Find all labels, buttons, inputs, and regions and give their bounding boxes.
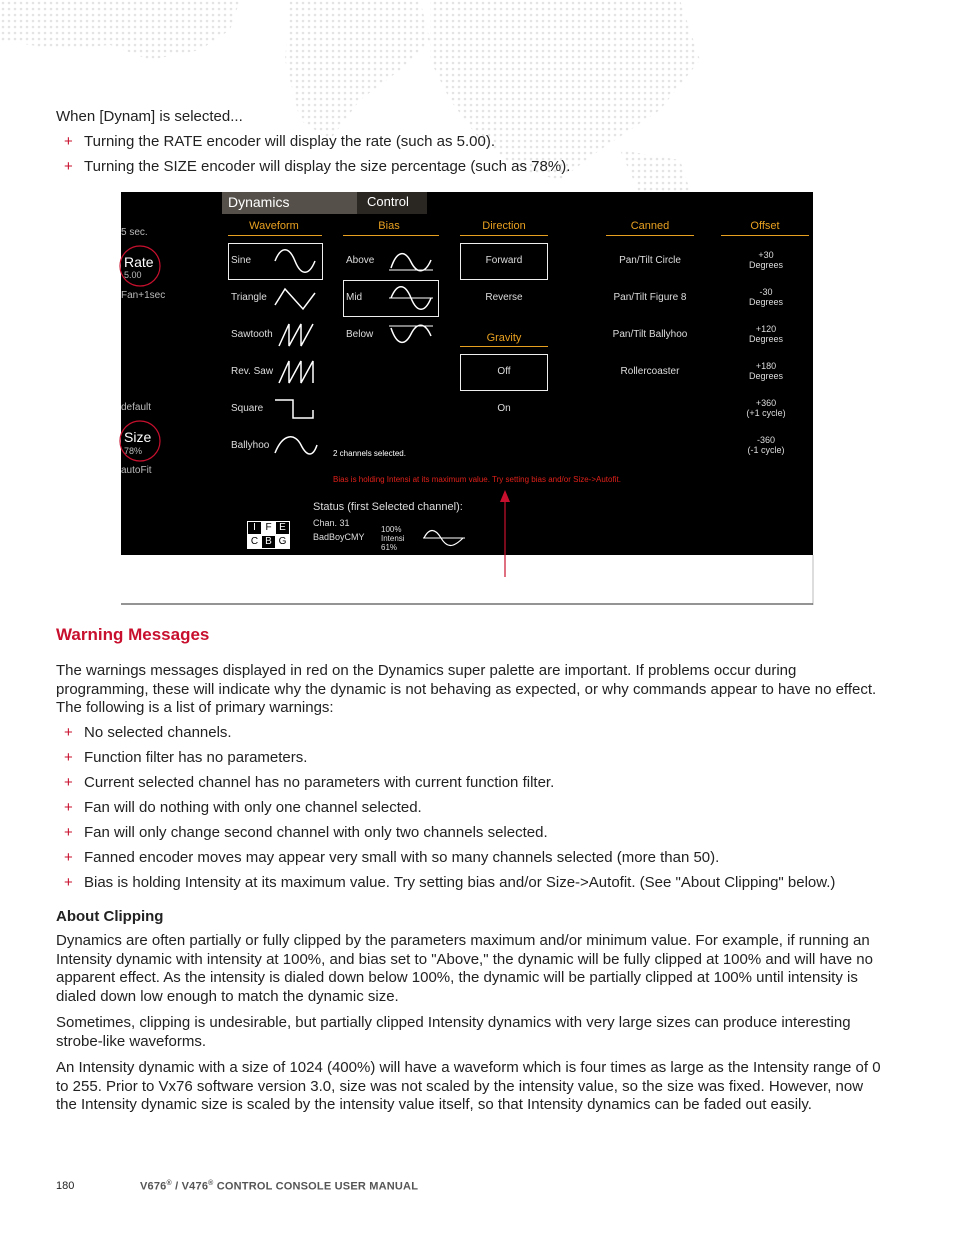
fan-label: Fan+1sec: [121, 290, 166, 301]
canned-pan-tilt-circle[interactable]: Pan/Tilt Circle: [619, 255, 681, 266]
warning-intro: The warnings messages displayed in red on the Dynamics super palette are important. If problems occur during programming, these will indicate why the dynamic is not behaving as expected, or why commands appear to have no effect. The following is a list of primary warnings:: [56, 662, 877, 716]
offset-header: Offset: [750, 220, 780, 232]
waveform-sine[interactable]: Sine: [231, 255, 252, 266]
cbg-g: G: [275, 535, 290, 549]
canned-pan-tilt-figure-8[interactable]: Pan/Tilt Figure 8: [613, 292, 687, 303]
bias-mid[interactable]: Mid: [346, 292, 363, 303]
offset-value: +360: [755, 398, 777, 408]
bullet-plus-icon: +: [64, 824, 73, 841]
offset-unit: (+1 cycle): [746, 408, 786, 418]
model-b: V476: [181, 1180, 209, 1193]
waveform-header: Waveform: [249, 220, 299, 232]
bullet-plus-icon: +: [64, 774, 73, 791]
warning-item: No selected channels.: [84, 724, 232, 741]
page-number: 180: [56, 1180, 75, 1192]
offset-value: +180: [755, 361, 777, 371]
tab-dynamics-label: Dynamics: [228, 194, 290, 210]
channels-selected-text: 2 channels selected.: [333, 449, 406, 458]
status-level: 100%: [381, 525, 402, 534]
offset-unit: Degrees: [748, 297, 784, 307]
waveform-ballyhoo[interactable]: Ballyhoo: [231, 440, 270, 451]
warning-item: Function filter has no parameters.: [84, 749, 308, 766]
model-a: V676: [140, 1180, 167, 1193]
cbg-c: C: [247, 535, 262, 549]
status-channel: Chan. 31: [313, 518, 350, 528]
direction-header: Direction: [482, 220, 526, 232]
bullet-plus-icon: +: [64, 799, 73, 816]
rate-top-label: 5 sec.: [121, 227, 148, 238]
warning-item: Fanned encoder moves may appear very small with so many channels selected (more than 50).: [84, 849, 720, 866]
size-encoder-label[interactable]: Size: [124, 429, 152, 445]
offset-value: -360: [756, 435, 775, 445]
default-label: default: [121, 402, 152, 413]
bullet-plus-icon: +: [64, 158, 73, 175]
ife-f: F: [261, 521, 276, 535]
bias-below[interactable]: Below: [346, 329, 374, 340]
intro-lead: When [Dynam] is selected...: [56, 108, 243, 125]
warning-item: Current selected channel has no parameters with current function filter.: [84, 774, 555, 791]
offset-unit: Degrees: [748, 371, 784, 381]
offset-value: +30: [758, 250, 774, 260]
offset-unit: Degrees: [748, 334, 784, 344]
status-param: Intensi: [381, 534, 405, 543]
model-separator: /: [171, 1180, 182, 1193]
canned-pan-tilt-ballyhoo[interactable]: Pan/Tilt Ballyhoo: [612, 329, 688, 340]
ife-i: I: [247, 521, 262, 535]
warning-item: Bias is holding Intensity at its maximum value. Try setting bias and/or Size->Autofit. (See "About Clipping" below.): [84, 874, 836, 891]
offset-value: -30: [759, 287, 773, 297]
bullet-plus-icon: +: [64, 749, 73, 766]
canned-rollercoaster[interactable]: Rollercoaster: [620, 366, 680, 377]
cbg-b: B: [261, 535, 276, 549]
offset-unit: (-1 cycle): [747, 445, 785, 455]
gravity-off[interactable]: Off: [497, 366, 511, 377]
clipping-paragraph-3: An Intensity dynamic with a size of 1024 (400%) will have a waveform which is four times as large as the Intensity range of 0 to 255. Prior to Vx76 software version 3.0, size was not scaled by the intensity value, so the size was fixed. However, now the Intensity dynamic size is scaled by the intensity value itself, so that Intensity dynamics can be faded out easily.: [56, 1059, 881, 1113]
status-fixture: BadBoyCMY: [313, 532, 365, 542]
warning-item: Fan will only change second channel with only two channels selected.: [84, 824, 548, 841]
canned-header: Canned: [630, 220, 670, 232]
bias-above[interactable]: Above: [346, 255, 375, 266]
autofit-label: autoFit: [121, 465, 152, 476]
registered-mark: ®: [208, 1180, 214, 1187]
gravity-on[interactable]: On: [497, 403, 511, 414]
direction-forward[interactable]: Forward: [485, 255, 523, 266]
warning-message: Bias is holding Intensi at its maximum value. Try setting bias and/or Size->Autofit.: [333, 475, 621, 484]
manual-title: [140, 1180, 418, 1193]
waveform-triangle[interactable]: Triangle: [231, 292, 267, 303]
manual-title-rest: CONTROL CONSOLE USER MANUAL: [213, 1180, 419, 1193]
bullet-plus-icon: +: [64, 874, 73, 891]
bullet-plus-icon: +: [64, 724, 73, 741]
offset-unit: Degrees: [748, 260, 784, 270]
bullet-plus-icon: +: [64, 133, 73, 150]
waveform-sawtooth[interactable]: Sawtooth: [231, 329, 273, 340]
bullet-plus-icon: +: [64, 849, 73, 866]
about-clipping-heading: About Clipping: [56, 908, 164, 925]
warning-messages-heading: Warning Messages: [56, 625, 210, 644]
intro-bullet-1: Turning the RATE encoder will display the rate (such as 5.00).: [84, 133, 496, 150]
bias-header: Bias: [378, 220, 400, 232]
offset-value: +120: [755, 324, 777, 334]
tab-control-label: Control: [367, 194, 409, 209]
clipping-paragraph-2: Sometimes, clipping is undesirable, but partially clipped Intensity dynamics with very large sizes can produce interesting strobe-like waveforms.: [56, 1014, 851, 1050]
registered-mark: ®: [166, 1180, 172, 1187]
status-percent: 61%: [381, 543, 398, 552]
waveform-square[interactable]: Square: [231, 403, 264, 414]
direction-reverse[interactable]: Reverse: [485, 292, 523, 303]
size-value: 78%: [124, 446, 143, 456]
waveform-rev-saw[interactable]: Rev. Saw: [231, 366, 274, 377]
status-title: Status (first Selected channel):: [313, 501, 463, 513]
clipping-paragraph-1: Dynamics are often partially or fully clipped by the parameters maximum and/or minimum value. For example, if running an Intensity dynamic with intensity at 100%, and bias set to "Above," the dynamic will be fully clipped at 100% and will have no apparent effect. As the intensity is dialed down below 100%, the dynamic will be partially clipped at 100% until intensity is dialed down low enough to match the dynamic size.: [56, 932, 873, 1005]
rate-encoder-label[interactable]: Rate: [124, 254, 154, 270]
gravity-header: Gravity: [486, 332, 522, 344]
warning-item: Fan will do nothing with only one channel selected.: [84, 799, 422, 816]
ife-e: E: [275, 521, 290, 535]
rate-value: 5.00: [124, 270, 142, 280]
intro-bullet-2: Turning the SIZE encoder will display the size percentage (such as 78%).: [84, 158, 571, 175]
